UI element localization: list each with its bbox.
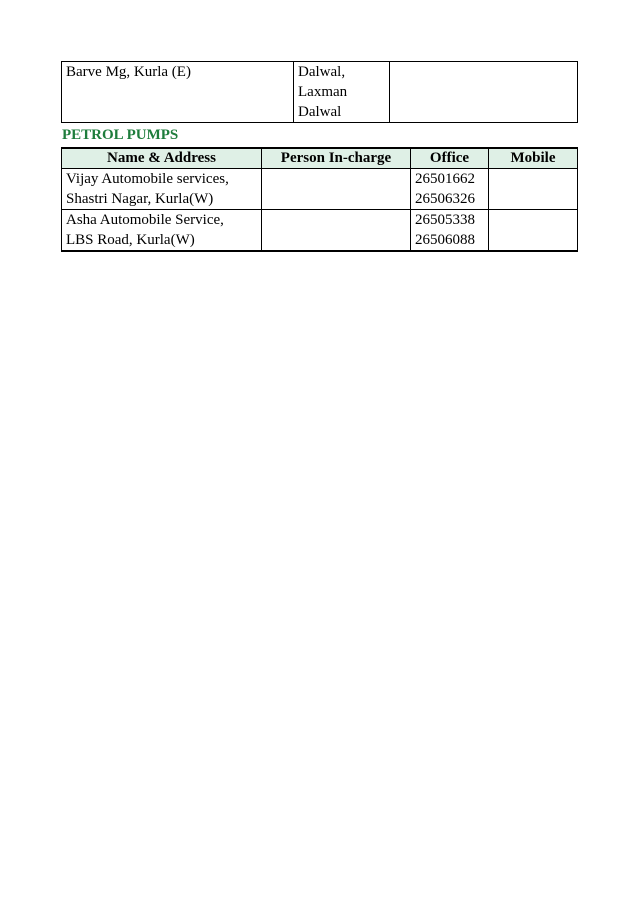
table-row: [62, 169, 578, 210]
header-row: [62, 148, 578, 169]
name-line: Asha Automobile Service,: [66, 212, 224, 228]
name-line: Vijay Automobile services,: [66, 171, 229, 187]
extra-cell: [390, 62, 578, 123]
petrol-pumps-table: [61, 147, 578, 252]
office-number: 26506088: [415, 232, 475, 248]
table-row: [62, 210, 578, 252]
column-header-name: Name & Address: [62, 148, 262, 169]
column-header-mobile: Mobile: [489, 148, 578, 169]
office-cell: [411, 210, 489, 252]
person-line: Laxman: [298, 84, 348, 100]
office-number: 26505338: [415, 212, 475, 228]
person-cell: [294, 62, 390, 123]
person-line: Dalwal,: [298, 64, 346, 80]
name-address-cell: [62, 169, 262, 210]
address-line: Shastri Nagar, Kurla(W): [66, 191, 214, 207]
office-number: 26506326: [415, 191, 475, 207]
address-line: LBS Road, Kurla(W): [66, 232, 195, 248]
column-header-person: Person In-charge: [262, 148, 411, 169]
office-cell: [411, 169, 489, 210]
person-cell: [262, 169, 411, 210]
office-number: 26501662: [415, 171, 475, 187]
person-line: Dalwal: [298, 104, 342, 120]
column-header-office: Office: [411, 148, 489, 169]
section-title: PETROL PUMPS: [62, 127, 179, 143]
mobile-cell: [489, 169, 578, 210]
person-cell: [262, 210, 411, 252]
address-cell: Barve Mg, Kurla (E): [62, 62, 294, 123]
mobile-cell: [489, 210, 578, 252]
name-address-cell: [62, 210, 262, 252]
continuation-table: [61, 61, 578, 123]
table-row: [62, 62, 578, 123]
